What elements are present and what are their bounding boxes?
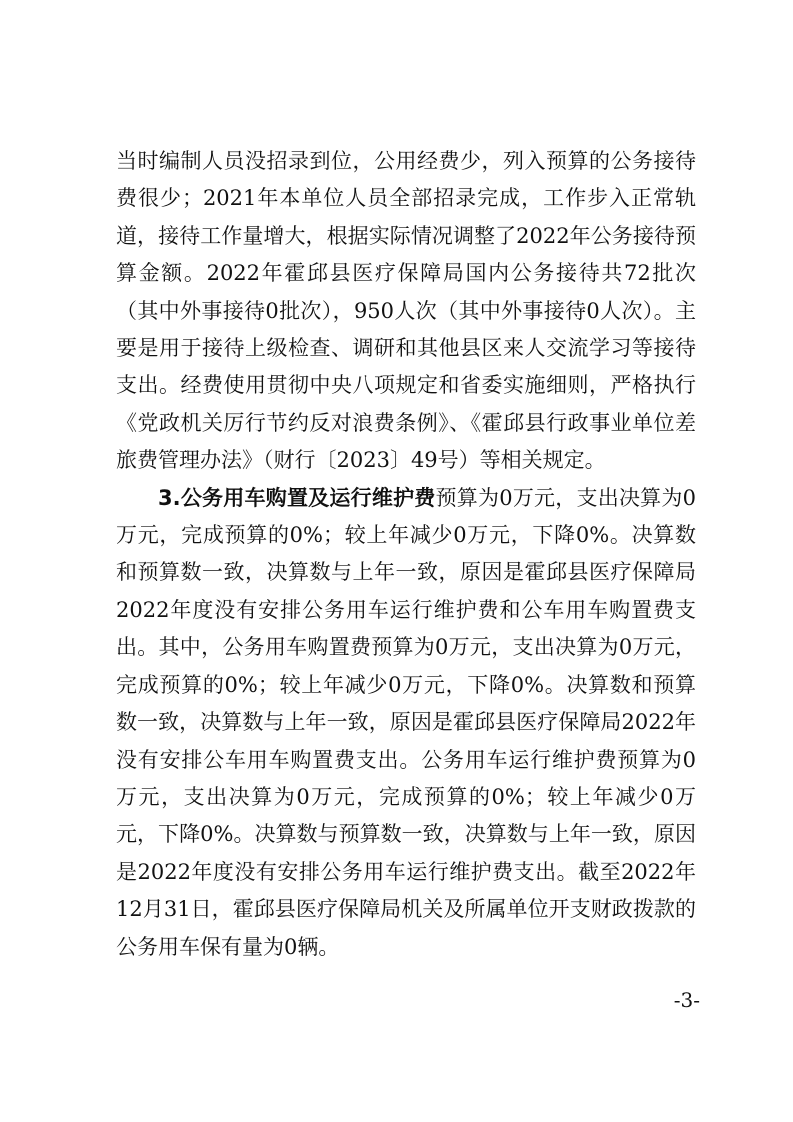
paragraph-vehicle-expenses — [116, 480, 696, 966]
page-number: -3- — [673, 988, 700, 1012]
document-body — [116, 143, 696, 966]
paragraph-reception-expenses: 当时编制人员没招录到位，公用经费少，列入预算的公务接待费很少；2021年本单位人员全部招录完成，工作步入正常轨道，接待工作量增大，根据实际情况调整了2022年公务接待预算金额。2022年霍邱县医疗保障局国内公务接待共72批次（其中外事接待0批次），950人次（其中外事接待0人次）。主要是用于接待上级检查、调研和其他县区来人交流学习等接待支出。经费使用贯彻中央八项规定和省委实施细则，严格执行《党政机关厉行节约反对浪费条例》、《霍邱县行政事业单位差旅费管理办法》（财行〔2023〕49号）等相关规定。 — [116, 149, 696, 473]
paragraph-vehicle-body: 预算为0万元，支出决算为0万元，完成预算的0%；较上年减少0万元，下降0%。决算数和预算数一致，决算数与上年一致，原因是霍邱县医疗保障局2022年度没有安排公务用车运行维护费和公车用车购置费支出。其中，公务用车购置费预算为0万元，支出决算为0万元，完成预算的0%；较上年减少0万元，下降0%。决算数和预算数一致，决算数与上年一致，原因是霍邱县医疗保障局2022年没有安排公车用车购置费支出。公务用车运行维护费预算为0万元，支出决算为0万元，完成预算的0%；较上年减少0万元，下降0%。决算数与预算数一致，决算数与上年一致，原因是2022年度没有安排公务用车运行维护费支出。截至2022年12月31日，霍邱县医疗保障局机关及所属单位开支财政拨款的公务用车保有量为0辆。 — [116, 485, 696, 959]
section-heading-vehicle: 3.公务用车购置及运行维护费 — [158, 485, 436, 510]
